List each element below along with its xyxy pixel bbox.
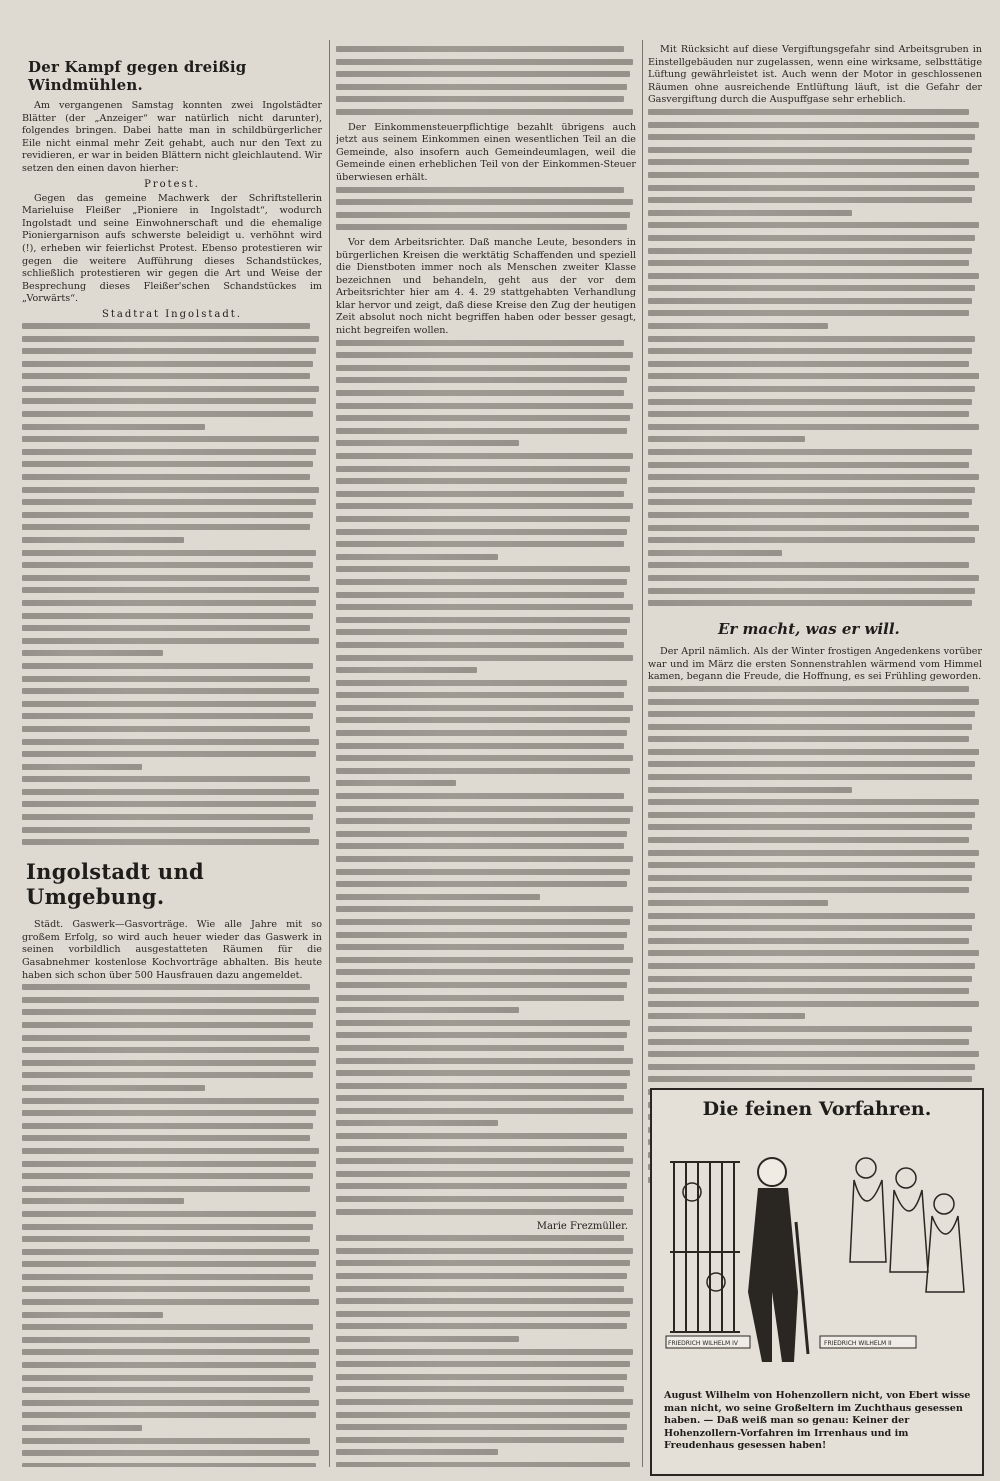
- text-line: [336, 466, 630, 472]
- text-line: [22, 638, 319, 644]
- text-line: [22, 839, 319, 845]
- text-line: [22, 336, 319, 342]
- text-line: [336, 642, 624, 648]
- cartoon-label-right: FRIEDRICH WILHELM II: [824, 1340, 892, 1347]
- text-line: [22, 1349, 319, 1355]
- text-line: [22, 1211, 316, 1217]
- text-line: [336, 1462, 630, 1467]
- section-text: Städt. Gaswerk—Gasvorträge. Wie alle Jahre mit so großem Erfolg, so wird auch heuer wieder das Gaswerk in seinen vorbildlich ausgestatteten Räumen für die Gasabnehmer kostenlose Kochvorträge abhalten. Bis heute haben sich schon über 500 Hausfrauen dazu angemeldet.: [22, 919, 322, 981]
- text-line: [648, 774, 972, 780]
- text-line: [336, 843, 624, 849]
- text-line: [22, 701, 316, 707]
- text-line: [22, 449, 316, 455]
- text-line: [336, 390, 624, 396]
- text-line: [22, 984, 310, 990]
- text-line: [22, 1249, 319, 1255]
- text-line: [22, 1135, 310, 1141]
- text-line: [336, 743, 624, 749]
- text-line: [336, 1424, 627, 1430]
- protest-label: Protest.: [144, 178, 200, 190]
- text-line: [22, 436, 319, 442]
- text-line: [648, 260, 969, 266]
- text-line: [336, 1412, 630, 1418]
- article-text: Der April nämlich. Als der Winter frostigen Angedenkens vorüber war und im März die ersten Sonnenstrahlen wärmend vom Himmel kamen, begann die Freude, die Hoffnung, es sei Frühling geworden.: [648, 646, 982, 683]
- column-2: [336, 44, 636, 1467]
- text-line: [22, 625, 310, 631]
- text-line: [336, 1235, 624, 1241]
- text-line: [22, 1412, 316, 1418]
- article-text: Mit Rücksicht auf diese Vergiftungsgefahr sind Arbeitsgruben in Einstellgebäuden nur zugelassen, wenn eine wirksame, selbsttätige Lüftung gewährleistet ist. Auch wenn der Motor in geschlossenen Räumen ohne ausreichende Entlüftung läuft, ist die Gefahr der Gasvergiftung durch die Auspuffgase sehr erheblich.: [648, 44, 982, 106]
- text-line: [22, 1098, 319, 1104]
- text-line: [648, 837, 969, 843]
- text-line: [22, 764, 142, 770]
- text-line: [336, 566, 630, 572]
- text-line: [22, 1274, 313, 1280]
- text-line: [648, 736, 969, 742]
- text-line: [22, 1198, 184, 1204]
- text-line: [336, 1311, 630, 1317]
- text-line: [336, 199, 633, 205]
- text-line: [336, 730, 627, 736]
- text-line: [336, 352, 633, 358]
- text-line: [336, 212, 630, 218]
- text-line: [648, 499, 972, 505]
- text-line: [22, 386, 319, 392]
- text-line: [336, 944, 624, 950]
- text-line: [336, 705, 633, 711]
- text-line: [22, 1060, 316, 1066]
- body-text-lines: [336, 46, 636, 115]
- text-line: [648, 399, 972, 405]
- text-line: [336, 831, 627, 837]
- text-line: [22, 1286, 310, 1292]
- text-line: [648, 887, 969, 893]
- text-line: [648, 699, 979, 705]
- text-line: [336, 1449, 498, 1455]
- text-line: [22, 613, 313, 619]
- body-text-lines: [336, 1235, 636, 1467]
- text-line: [336, 1361, 630, 1367]
- text-line: [648, 248, 972, 254]
- text-line: [648, 1076, 972, 1082]
- text-line: [336, 1374, 627, 1380]
- text-line: [648, 761, 975, 767]
- text-line: [336, 96, 624, 102]
- text-line: [336, 1095, 624, 1101]
- text-line: [22, 411, 313, 417]
- text-line: [336, 503, 633, 509]
- text-line: [22, 789, 319, 795]
- text-line: [336, 1399, 633, 1405]
- text-line: [22, 1035, 310, 1041]
- text-line: [648, 850, 979, 856]
- text-line: [336, 793, 624, 799]
- text-line: [648, 109, 969, 115]
- text-line: [22, 1085, 205, 1091]
- text-line: [648, 1013, 805, 1019]
- text-line: [336, 932, 627, 938]
- text-line: [336, 541, 624, 547]
- text-line: [22, 1425, 142, 1431]
- text-line: [336, 1171, 630, 1177]
- text-line: [336, 1133, 627, 1139]
- text-line: [336, 667, 477, 673]
- text-line: [22, 537, 184, 543]
- text-line: [648, 210, 852, 216]
- cartoon-caption: August Wilhelm von Hohenzollern nicht, von Ebert wisse man nicht, wo seine Großeltern im Zuchthaus gesessen haben. — Daß weiß man so genau: Keiner der Hohenzollern-Vorfahren im Irrenhaus und im Freudenhaus gesessen haben!: [664, 1390, 971, 1452]
- text-line: [336, 1120, 498, 1126]
- text-line: [648, 512, 969, 518]
- text-line: [336, 453, 633, 459]
- text-line: [22, 1261, 316, 1267]
- text-line: [336, 1260, 630, 1266]
- text-line: [648, 724, 972, 730]
- text-line: [22, 1463, 316, 1467]
- text-line: [336, 1437, 624, 1443]
- text-line: [22, 499, 316, 505]
- text-line: [336, 1248, 633, 1254]
- text-line: [22, 1009, 316, 1015]
- text-line: [22, 801, 316, 807]
- text-line: [336, 1273, 627, 1279]
- text-line: [648, 159, 969, 165]
- text-line: [336, 365, 630, 371]
- text-line: [648, 310, 969, 316]
- cartoon-illustration: [660, 1132, 972, 1378]
- text-line: [648, 273, 979, 279]
- text-line: [336, 881, 627, 887]
- body-text-lines: [336, 187, 636, 231]
- text-line: [22, 348, 316, 354]
- text-line: [648, 411, 969, 417]
- text-line: [22, 1236, 310, 1242]
- text-line: [336, 755, 633, 761]
- text-line: [648, 424, 979, 430]
- text-line: [22, 398, 316, 404]
- text-line: [648, 449, 972, 455]
- text-line: [336, 71, 630, 77]
- text-line: [336, 1158, 633, 1164]
- text-line: [22, 1299, 319, 1305]
- text-line: [22, 1148, 319, 1154]
- text-line: [648, 348, 972, 354]
- text-line: [22, 1173, 313, 1179]
- text-line: [336, 403, 633, 409]
- text-line: [336, 1032, 627, 1038]
- text-line: [648, 1051, 979, 1057]
- text-line: [648, 147, 972, 153]
- text-line: [648, 197, 972, 203]
- text-line: [648, 900, 828, 906]
- text-line: [22, 1161, 316, 1167]
- column-rule: [329, 40, 330, 1467]
- cartoon-label-left: FRIEDRICH WILHELM IV: [668, 1340, 738, 1347]
- text-line: [336, 84, 627, 90]
- text-line: [648, 285, 975, 291]
- text-line: [336, 969, 630, 975]
- text-line: [336, 1196, 624, 1202]
- cartoon-title: Die feinen Vorfahren.: [702, 1098, 932, 1120]
- text-line: [648, 134, 975, 140]
- article-headline: Der Kampf gegen dreißig Windmühlen.: [28, 58, 247, 94]
- article-text: Vor dem Arbeitsrichter. Daß manche Leute, besonders in bürgerlichen Kreisen die werktätig Schaffenden und speziell die Dienstboten immer noch als Menschen zweiter Klasse bezeichnen und behandeln, geht aus der vor dem Arbeitsrichter hier am 4. 4. 29 stattgehabten Verhandlung klar hervor und zeigt, daß diese Kreise den Zug der heutigen Zeit absolut noch nicht begriffen haben oder besser gesagt, nicht begreifen wollen.: [336, 236, 636, 337]
- text-line: [22, 1123, 313, 1129]
- text-line: [336, 440, 519, 446]
- text-line: [22, 575, 310, 581]
- text-line: [336, 1209, 633, 1215]
- text-line: [336, 1083, 627, 1089]
- text-line: [648, 950, 979, 956]
- text-line: [22, 751, 316, 757]
- text-line: [648, 799, 979, 805]
- text-line: [22, 373, 310, 379]
- text-line: [22, 688, 319, 694]
- text-line: [22, 524, 310, 530]
- text-line: [22, 676, 310, 682]
- text-line: [336, 1183, 627, 1189]
- text-line: [22, 1312, 163, 1318]
- body-text-lines: [22, 984, 322, 1467]
- text-line: [336, 894, 540, 900]
- text-line: [22, 1400, 319, 1406]
- article-intro: Am vergangenen Samstag konnten zwei Ingolstädter Blätter (der „Anzeiger“ war natürlich nicht darunter), folgendes bringen. Dabei hatte man in schildbürgerlicher Eile nicht einmal mehr Zeit gehabt, auch nur den Text zu revidieren, er war in beiden Blättern nicht gleichlautend. Wir setzen den einen davon hierher:: [22, 100, 322, 174]
- text-line: [336, 692, 624, 698]
- text-line: [336, 982, 627, 988]
- protest-text: Gegen das gemeine Machwerk der Schriftstellerin Marieluise Fleißer „Pioniere in Ingolstadt“, wodurch Ingolstadt und seine Einwohnerschaft und die ehemalige Pioniergarnison aufs schwerste beleidigt u. verhöhnt wird (!), erheben wir feierlichst Protest. Ebenso protestieren wir gegen die weitere Aufführung dieses Schandstückes, schließlich protestieren wir gegen die Art und Weise der Besprechung dieses Fleißer'schen Schandstückes im „Vorwärts“.: [22, 192, 322, 305]
- text-line: [22, 1387, 310, 1393]
- text-line: [336, 109, 633, 115]
- text-line: [22, 739, 319, 745]
- text-line: [336, 957, 633, 963]
- text-line: [648, 462, 969, 468]
- text-line: [22, 550, 316, 556]
- text-line: [336, 1298, 633, 1304]
- text-line: [648, 1039, 969, 1045]
- text-line: [336, 1007, 519, 1013]
- text-line: [336, 340, 624, 346]
- text-line: [648, 537, 975, 543]
- text-line: [648, 575, 979, 581]
- text-line: [648, 862, 975, 868]
- body-text-lines: [22, 323, 322, 845]
- text-line: [648, 913, 975, 919]
- text-line: [648, 172, 979, 178]
- text-line: [22, 1324, 313, 1330]
- text-line: [336, 655, 633, 661]
- text-line: [648, 525, 979, 531]
- text-line: [22, 1438, 310, 1444]
- text-line: [22, 1072, 313, 1078]
- text-line: [336, 1336, 519, 1342]
- text-line: [336, 1020, 630, 1026]
- text-line: [648, 600, 972, 606]
- text-line: [648, 487, 975, 493]
- text-line: [648, 235, 975, 241]
- text-line: [336, 1286, 624, 1292]
- text-line: [648, 1001, 979, 1007]
- text-line: [648, 222, 979, 228]
- text-line: [336, 604, 633, 610]
- protest-signature: Stadtrat Ingolstadt.: [102, 308, 242, 320]
- text-line: [648, 122, 979, 128]
- text-line: [22, 776, 310, 782]
- text-line: [336, 1070, 630, 1076]
- text-line: [336, 629, 627, 635]
- text-line: [648, 361, 969, 367]
- text-line: [22, 1337, 310, 1343]
- text-line: [22, 461, 313, 467]
- text-line: [336, 680, 627, 686]
- text-line: [336, 869, 630, 875]
- text-line: [336, 768, 630, 774]
- article-headline: Er macht, was er will.: [718, 620, 900, 639]
- text-line: [336, 377, 627, 383]
- text-line: [336, 919, 630, 925]
- text-line: [22, 1022, 313, 1028]
- text-line: [648, 436, 805, 442]
- text-line: [336, 491, 624, 497]
- text-line: [22, 424, 205, 430]
- text-line: [22, 361, 313, 367]
- text-line: [22, 1186, 310, 1192]
- text-line: [336, 1146, 624, 1152]
- text-line: [336, 579, 627, 585]
- text-line: [22, 663, 313, 669]
- column-rule: [642, 40, 643, 1467]
- text-line: [22, 512, 313, 518]
- text-line: [22, 323, 310, 329]
- text-line: [648, 336, 975, 342]
- text-line: [648, 373, 979, 379]
- text-line: [22, 1362, 316, 1368]
- text-line: [336, 818, 630, 824]
- article-signature: Marie Frezmüller.: [536, 1221, 628, 1233]
- text-line: [336, 806, 633, 812]
- text-line: [648, 787, 852, 793]
- body-text-lines: [336, 340, 636, 1215]
- text-line: [648, 686, 969, 692]
- text-line: [336, 1045, 624, 1051]
- cartoon-box: [650, 1088, 984, 1476]
- text-line: [336, 1386, 624, 1392]
- text-line: [336, 415, 630, 421]
- text-line: [336, 516, 630, 522]
- text-line: [648, 474, 979, 480]
- text-line: [336, 780, 456, 786]
- text-line: [336, 554, 498, 560]
- text-line: [648, 812, 975, 818]
- text-line: [22, 600, 316, 606]
- text-line: [648, 875, 972, 881]
- text-line: [648, 925, 972, 931]
- column-1: [22, 44, 322, 1467]
- text-line: [336, 906, 633, 912]
- text-line: [22, 1375, 313, 1381]
- text-line: [336, 224, 627, 230]
- text-line: [22, 650, 163, 656]
- text-line: [336, 1108, 633, 1114]
- text-line: [336, 995, 624, 1001]
- text-line: [22, 726, 310, 732]
- text-line: [648, 298, 972, 304]
- text-line: [336, 856, 633, 862]
- text-line: [648, 1026, 972, 1032]
- text-line: [22, 474, 310, 480]
- text-line: [22, 713, 313, 719]
- text-line: [336, 428, 627, 434]
- text-line: [648, 562, 969, 568]
- text-line: [22, 997, 319, 1003]
- text-line: [648, 963, 975, 969]
- article-text: Der Einkommensteuerpflichtige bezahlt übrigens auch jetzt aus seinem Einkommen einen wesentlichen Teil an die Gemeinde, also insofern auch Gemeindeumlagen, weil die Gemeinde einen erheblichen Teil von der Einkommen-Steuer überwiesen erhält.: [336, 121, 636, 183]
- text-line: [22, 562, 313, 568]
- text-line: [336, 59, 633, 65]
- text-line: [648, 749, 979, 755]
- text-line: [22, 1450, 319, 1456]
- text-line: [22, 1110, 316, 1116]
- body-text-lines: [648, 109, 982, 606]
- text-line: [22, 1224, 313, 1230]
- text-line: [22, 827, 310, 833]
- text-line: [336, 717, 630, 723]
- text-line: [648, 185, 975, 191]
- text-line: [648, 938, 969, 944]
- text-line: [336, 1058, 633, 1064]
- text-line: [22, 487, 319, 493]
- text-line: [336, 529, 627, 535]
- text-line: [648, 976, 972, 982]
- section-headline: Ingolstadt und Umgebung.: [26, 859, 205, 910]
- text-line: [336, 478, 627, 484]
- text-line: [648, 1064, 975, 1070]
- text-line: [22, 1047, 319, 1053]
- text-line: [336, 617, 630, 623]
- text-line: [22, 587, 319, 593]
- text-line: [648, 588, 975, 594]
- text-line: [336, 592, 624, 598]
- text-line: [648, 711, 975, 717]
- text-line: [648, 824, 972, 830]
- text-line: [336, 187, 624, 193]
- text-line: [648, 988, 969, 994]
- text-line: [336, 1349, 633, 1355]
- text-line: [22, 814, 313, 820]
- text-line: [336, 46, 624, 52]
- text-line: [336, 1323, 627, 1329]
- text-line: [648, 323, 828, 329]
- text-line: [648, 550, 782, 556]
- text-line: [648, 386, 975, 392]
